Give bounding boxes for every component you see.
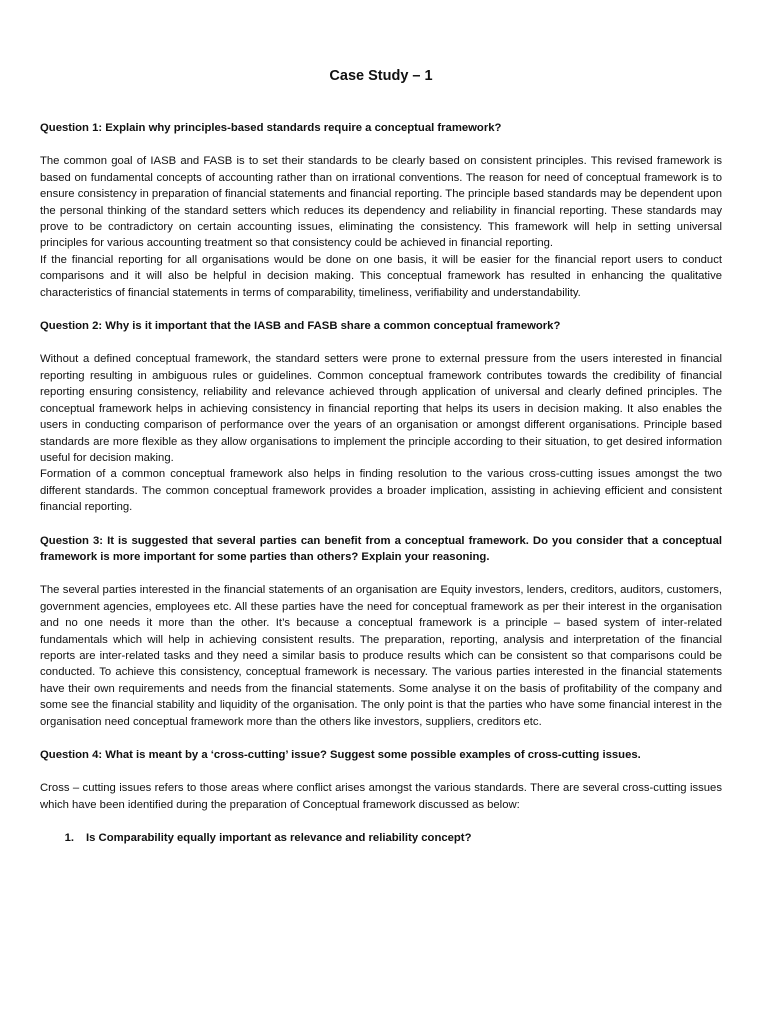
question-4-answer: [40, 780, 722, 813]
question-4-heading: Question 4: What is meant by a ‘cross-cutting’ issue? Suggest some possible examples of cross-cutting issues.: [40, 749, 641, 761]
answer-paragraph: Formation of a common conceptual framework also helps in finding resolution to the various cross-cutting issues amongst the two different standards. The common conceptual framework provides a broader implication, assisting in achieving efficient and consistent financial reporting.: [40, 468, 722, 514]
question-3-heading: Question 3: It is suggested that several parties can benefit from a conceptual framework. Do you consider that a conceptual framework is more important for some parties than others? Explain your reasoning.: [40, 534, 722, 563]
answer-paragraph: The several parties interested in the financial statements of an organisation are Equity investors, lenders, creditors, auditors, customers, government agencies, employees etc. All these parties have the need for conceptual framework as per their interest in the organisation and no one needs it more than the other. It’s because a conceptual framework is a principle – based system of inter-related fundamentals which will help in achieving consistent results. The preparation, reporting, analysis and interpretation of the financial reports are inter-related tasks and they need a similar basis to produce results which can be consistent so that comparisons could be conducted. To achieve this consistency, conceptual framework is necessary. The various parties interested in the financial statements have their own requirements and needs from the financial statements. Some analyse it on the basis of profitability of the company and some see the financial stability and liquidity of the organisation. The only point is that the parties who have some financial interest in the organisation need conceptual framework more than the others like investors, suppliers, creditors etc.: [40, 584, 722, 728]
question-3-answer: [40, 582, 722, 730]
question-1-answer: [40, 153, 722, 301]
question-1-heading: Question 1: Explain why principles-based standards require a conceptual framework?: [40, 122, 502, 134]
list-item-text: Is Comparability equally important as relevance and reliability concept?: [86, 832, 472, 845]
document-title: Case Study – 1: [329, 68, 433, 84]
cross-cutting-issues-list: [40, 830, 722, 846]
answer-paragraph: Cross – cutting issues refers to those areas where conflict arises amongst the various standards. There are several cross-cutting issues which have been identified during the preparation of Conceptual framework discussed as below:: [40, 782, 722, 811]
answer-paragraph: Without a defined conceptual framework, the standard setters were prone to external pressure from the users interested in financial reporting resulting in ambiguous rules or guidelines. Common conceptual framework contributes towards the credibility of financial reporting ensuring consistency, reliability and relevance achieved through application of universal and clearly defined principles. The conceptual framework helps in achieving consistency in financial reporting that helps its users in decision making. It also enables the users in conducting comparison of performance over the years of an organisation or amongst different organisations. Principle based standards are more flexible as they allow organisations to implement the principle according to their situation, to get desired information useful for decision making.: [40, 353, 722, 464]
list-item-number: 1.: [64, 832, 74, 845]
list-item: [40, 830, 722, 846]
document-page: [40, 66, 722, 847]
answer-paragraph: The common goal of IASB and FASB is to set their standards to be clearly based on consistent principles. This revised framework is based on fundamental concepts of accounting rather than on irrational conventions. The reason for need of conceptual framework is to ensure consistency in preparation of financial statements and financial reporting. The principle based standards may be dependent upon the personal thinking of the standard setters which reduces its dependency and reliability in financial reporting. These standards may prove to be contradictory on certain accounting issues, eliminating the consistency. This framework will help in setting universal principles for various accounting treatment so that consistency could be achieved in financial reporting.: [40, 155, 722, 250]
question-2-heading: Question 2: Why is it important that the IASB and FASB share a common conceptual framework?: [40, 320, 561, 333]
question-2-answer: [40, 351, 722, 515]
answer-paragraph: If the financial reporting for all organisations would be done on one basis, it will be easier for the financial report users to conduct comparisons and it will also be helpful in decision making. This conceptual framework has resulted in enhancing the qualitative characteristics of financial statements in terms of comparability, timeliness, verifiability and understandability.: [40, 253, 722, 299]
